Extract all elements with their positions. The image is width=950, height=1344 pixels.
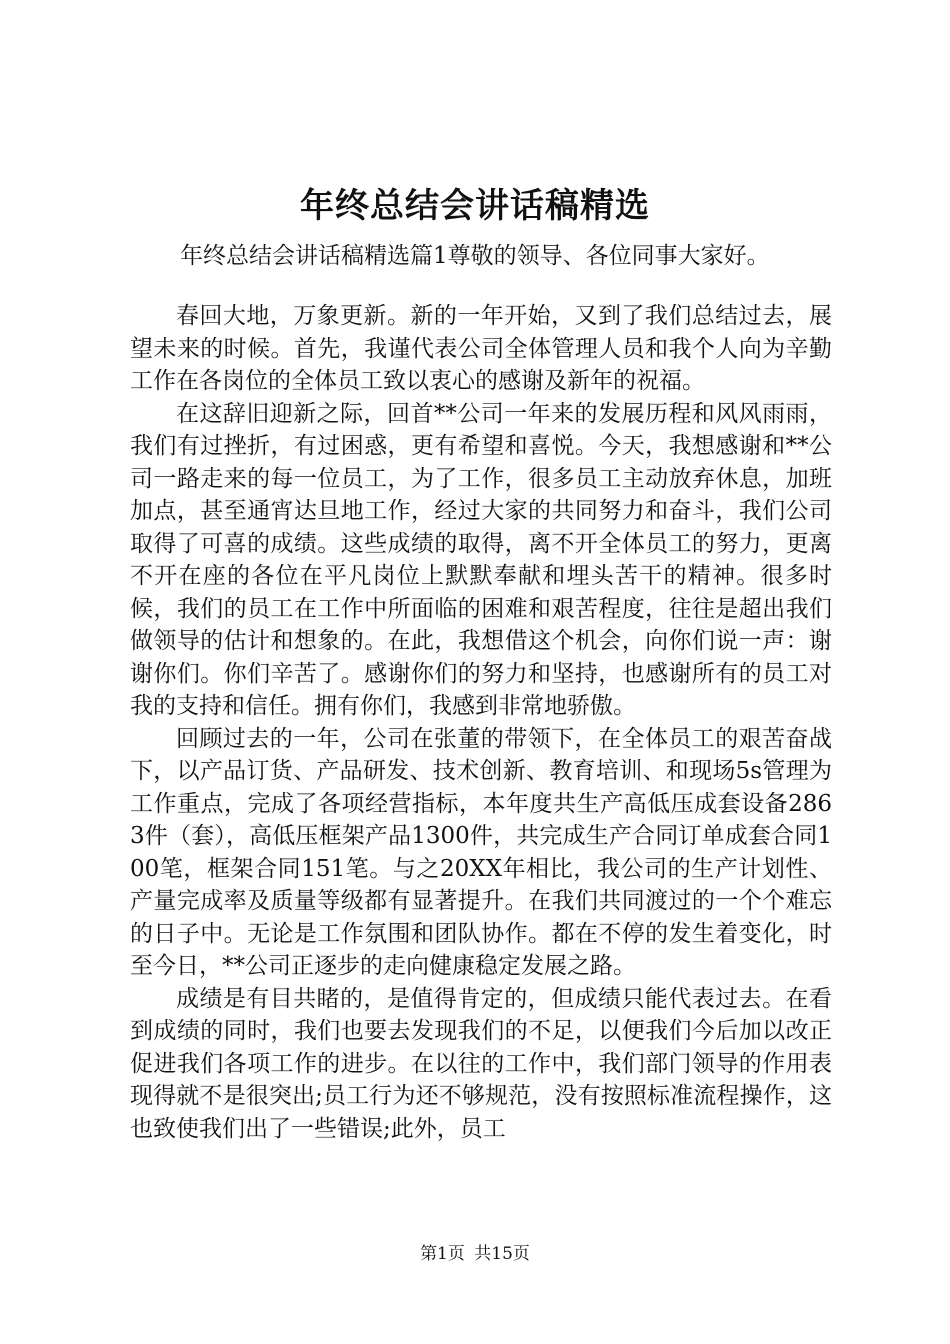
document-body: [130, 300, 832, 1145]
paragraph-2: 在这辞旧迎新之际，回首**公司一年来的发展历程和风风雨雨，我们有过挫折，有过困惑，更有希望和喜悦。今天，我想感谢和**公司一路走来的每一位员工，为了工作，很多员工主动放弃休息，加班加点，甚至通宵达旦地工作，经过大家的共同努力和奋斗，我们公司取得了可喜的成绩。这些成绩的取得，离不开全体员工的努力，更离不开在座的各位在平凡岗位上默默奉献和埋头苦干的精神。很多时候，我们的员工在工作中所面临的困难和艰苦程度，往往是超出我们做领导的估计和想象的。在此，我想借这个机会，向你们说一声：谢谢你们。你们辛苦了。感谢你们的努力和坚持，也感谢所有的员工对我的支持和信任。拥有你们，我感到非常地骄傲。: [130, 400, 832, 719]
paragraph-1: 春回大地，万象更新。新的一年开始，又到了我们总结过去，展望未来的时候。首先，我谨代表公司全体管理人员和我个人向为辛勤工作在各岗位的全体员工致以衷心的感谢及新年的祝福。: [130, 303, 832, 394]
page-total: 共15页: [474, 1244, 530, 1264]
intro-line: 年终总结会讲话稿精选篇1尊敬的领导、各位同事大家好。: [180, 243, 770, 269]
page-number: 第1页: [420, 1244, 465, 1264]
document-title: 年终总结会讲话稿精选: [300, 186, 650, 226]
paragraph-3: 回顾过去的一年，公司在张董的带领下，在全体员工的艰苦奋战下，以产品订货、产品研发、技术创新、教育培训、和现场5s管理为工作重点，完成了各项经营指标，本年度共生产高低压成套设备2863件（套），高低压框架产品1300件，共完成生产合同订单成套合同100笔，框架合同151笔。与之20XX年相比，我公司的生产计划性、产量完成率及质量等级都有显著提升。在我们共同渡过的一个个难忘的日子中。无论是工作氛围和团队协作。都在不停的发生着变化，时至今日，**公司正逐步的走向健康稳定发展之路。: [130, 725, 832, 979]
page-footer: [0, 1242, 950, 1266]
paragraph-4: 成绩是有目共睹的，是值得肯定的，但成绩只能代表过去。在看到成绩的同时，我们也要去发现我们的不足，以便我们今后加以改正促进我们各项工作的进步。在以往的工作中，我们部门领导的作用表现得就不是很突出;员工行为还不够规范，没有按照标准流程操作，这也致使我们出了一些错误;此外，员工: [130, 985, 832, 1142]
